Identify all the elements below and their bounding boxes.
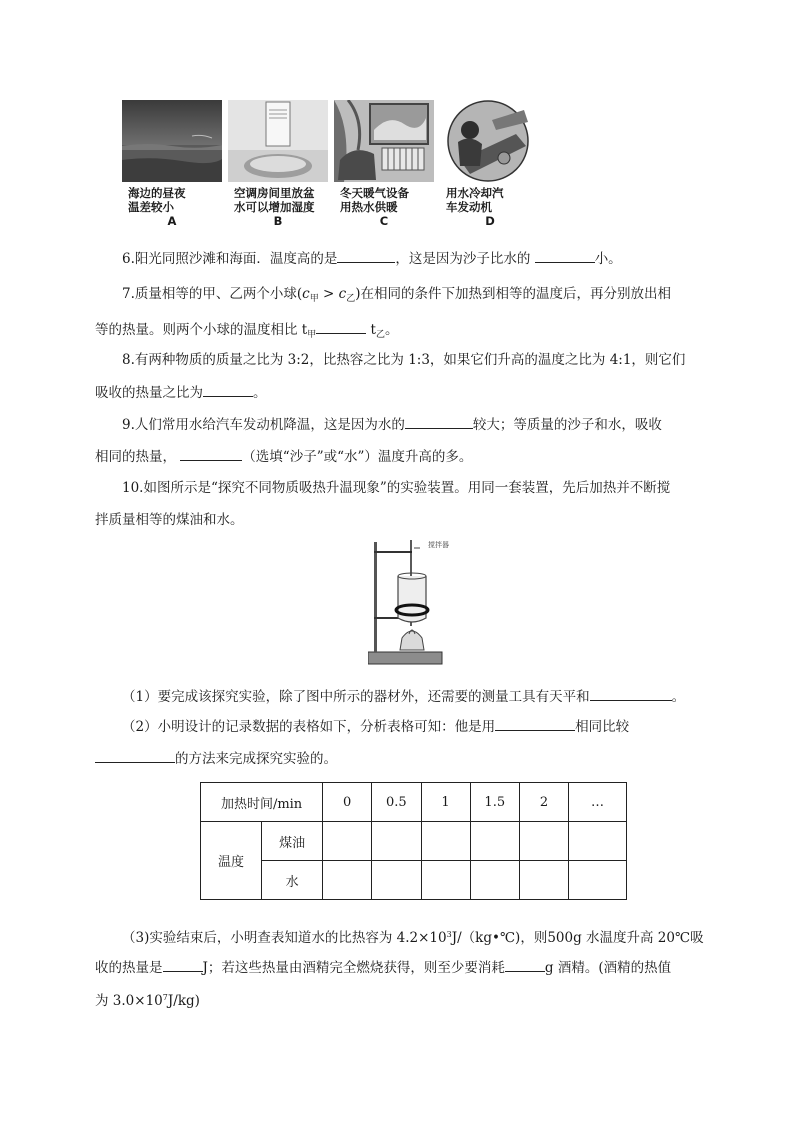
question-8-line-2 <box>95 382 267 403</box>
photo-d-letter: D <box>485 214 495 228</box>
p3-text-c: 收的热量是 <box>95 960 163 976</box>
p2-blank-2[interactable] <box>95 748 175 763</box>
table-cell[interactable] <box>470 822 519 861</box>
question-7-line-1 <box>122 284 671 309</box>
q7-text-b: )在相同的条件下加热到相等的温度后，再分别放出相 <box>355 286 671 302</box>
p1-blank[interactable] <box>590 686 672 701</box>
q8-text-a: 吸收的热量之比为 <box>95 385 203 401</box>
photo-a-caption-2: 温差较小 <box>128 200 174 214</box>
p3-text-f: 为 3.0×10 <box>95 993 163 1009</box>
p3-exponent-2: 7 <box>162 993 168 1002</box>
table-cell[interactable] <box>421 861 470 900</box>
p3-text-d: J；若这些热量由酒精完全燃烧获得，则至少要消耗 <box>202 960 505 976</box>
question-9-line-2 <box>95 446 472 467</box>
q9-text-a: 9.人们常用水给汽车发动机降温，这是因为水的 <box>122 417 405 433</box>
table-cell[interactable] <box>569 861 627 900</box>
q7-c-symbol-2: c <box>338 286 347 302</box>
q6-text-a: 6.阳光同照沙滩和海面．温度高的是 <box>122 251 338 267</box>
table-cell[interactable] <box>323 822 372 861</box>
q8-text-b: 。 <box>253 385 267 401</box>
q6-blank-1[interactable] <box>337 248 395 263</box>
question-6 <box>122 248 622 269</box>
q7-t-sub-yi: 乙 <box>375 330 385 340</box>
q7-sub-yi: 乙 <box>346 294 356 304</box>
table-row-label-kerosene: 煤油 <box>262 822 323 861</box>
p3-text-g: J/kg) <box>167 993 200 1009</box>
radiator-image <box>334 100 434 182</box>
q7-text-a: 7.质量相等的甲、乙两个小球( <box>122 286 303 302</box>
table-temp-label: 温度 <box>201 822 262 900</box>
table-time-cell: 1.5 <box>470 783 519 822</box>
part-2-line-2 <box>95 748 337 769</box>
question-10-line-1: 10.如图所示是“探究不同物质吸热升温现象”的实验装置。用同一套装置，先后加热并不断搅 <box>122 480 671 496</box>
car-engine-image <box>440 100 540 182</box>
part-1 <box>122 686 685 707</box>
table-cell[interactable] <box>421 822 470 861</box>
table-row <box>201 861 627 900</box>
p3-blank-1[interactable] <box>163 957 203 972</box>
photo-c-caption-2: 用热水供暖 <box>340 200 398 214</box>
p2-blank-1[interactable] <box>495 716 575 731</box>
photo-c-letter: C <box>379 214 389 228</box>
p1-text-a: （1）要完成该探究实验，除了图中所示的器材外，还需要的测量工具有天平和 <box>122 689 590 705</box>
table-cell[interactable] <box>519 822 568 861</box>
record-table <box>200 782 627 900</box>
photo-b-letter: B <box>273 214 283 228</box>
table-time-cell: 0.5 <box>372 783 421 822</box>
photo-a-letter: A <box>167 214 177 228</box>
p3-text-a: （3)实验结束后，小明查表知道水的比热容为 4.2×10 <box>122 930 447 946</box>
seaside-image <box>122 100 222 182</box>
table-cell[interactable] <box>372 822 421 861</box>
q6-text-c: 小。 <box>594 251 622 267</box>
table-time-cell: 1 <box>421 783 470 822</box>
p3-text-b: J/（kg•℃)，则500g 水温度升高 20℃吸 <box>451 930 704 946</box>
q6-blank-2[interactable] <box>535 248 595 263</box>
q7-sub-jia: 甲 <box>309 294 319 304</box>
p3-exponent-1: 3 <box>446 930 452 939</box>
question-10-line-2: 拌质量相等的煤油和水。 <box>95 512 244 528</box>
photo-d <box>440 100 540 240</box>
experiment-apparatus-figure <box>368 538 448 670</box>
q7-text-d: 。 <box>384 322 399 338</box>
question-8-line-1: 8.有两种物质的质量之比为 3:2，比热容之比为 1:3，如果它们升高的温度之比为 4:1，则它们 <box>122 352 686 368</box>
q9-text-d: （选填“沙子”或“水”）温度升高的多。 <box>242 449 473 465</box>
q8-blank[interactable] <box>203 382 253 397</box>
question-7-line-2 <box>95 319 398 345</box>
stirrer-label: 搅拌器 <box>428 541 449 549</box>
p2-text-b: 相同比较 <box>575 719 630 735</box>
part-3-line-2 <box>95 957 671 978</box>
table-time-cell: 2 <box>519 783 568 822</box>
photo-b <box>228 100 328 240</box>
q7-text-c: 等的热量。则两个小球的温度相比 t <box>95 322 308 338</box>
p2-text-c: 的方法来完成探究实验的。 <box>175 751 337 767</box>
photo-c <box>334 100 434 240</box>
q7-gt-symbol: > <box>318 286 339 302</box>
table-row <box>201 822 627 861</box>
photo-d-caption-1: 用水冷却汽 <box>446 186 504 200</box>
illustration-strip <box>122 100 532 240</box>
table-cell[interactable] <box>470 861 519 900</box>
q9-blank-1[interactable] <box>405 414 473 429</box>
part-3-line-3 <box>95 988 200 1011</box>
q6-text-b: ，这是因为沙子比水的 <box>395 251 531 267</box>
photo-d-caption-2: 车发动机 <box>446 200 492 214</box>
q7-t-sub-jia: 甲 <box>307 330 317 340</box>
q7-t-symbol: t <box>370 322 376 338</box>
photo-b-caption-2: 水可以增加湿度 <box>234 200 315 214</box>
p2-text-a: （2）小明设计的记录数据的表格如下，分析表格可知：他是用 <box>122 719 496 735</box>
p3-text-e: g 酒精。(酒精的热值 <box>544 960 672 976</box>
q9-text-c: 相同的热量， <box>95 449 176 465</box>
table-cell[interactable] <box>372 861 421 900</box>
q9-blank-2[interactable] <box>180 446 242 461</box>
question-9-line-1 <box>122 414 662 435</box>
table-time-cell: 0 <box>323 783 372 822</box>
table-header-time: 加热时间/min <box>201 783 323 822</box>
q7-c-symbol-1: c <box>302 286 310 302</box>
photo-a-caption-1: 海边的昼夜 <box>128 186 186 200</box>
photo-a <box>122 100 222 240</box>
table-row-label-water: 水 <box>262 861 323 900</box>
air-conditioner-image <box>228 100 328 182</box>
photo-b-caption-1: 空调房间里放盆 <box>234 186 315 200</box>
q7-blank[interactable] <box>316 319 366 334</box>
photo-c-caption-1: 冬天暖气设备 <box>340 186 409 200</box>
part-2-line-1 <box>122 716 629 737</box>
table-header-row <box>201 783 627 822</box>
table-cell[interactable] <box>519 861 568 900</box>
table-cell[interactable] <box>323 861 372 900</box>
p1-text-b: 。 <box>671 689 686 705</box>
table-time-cell: … <box>569 783 627 822</box>
p3-blank-2[interactable] <box>505 957 545 972</box>
q9-text-b: 较大；等质量的沙子和水，吸收 <box>472 417 662 433</box>
part-3-line-1 <box>122 925 704 948</box>
table-cell[interactable] <box>569 822 627 861</box>
